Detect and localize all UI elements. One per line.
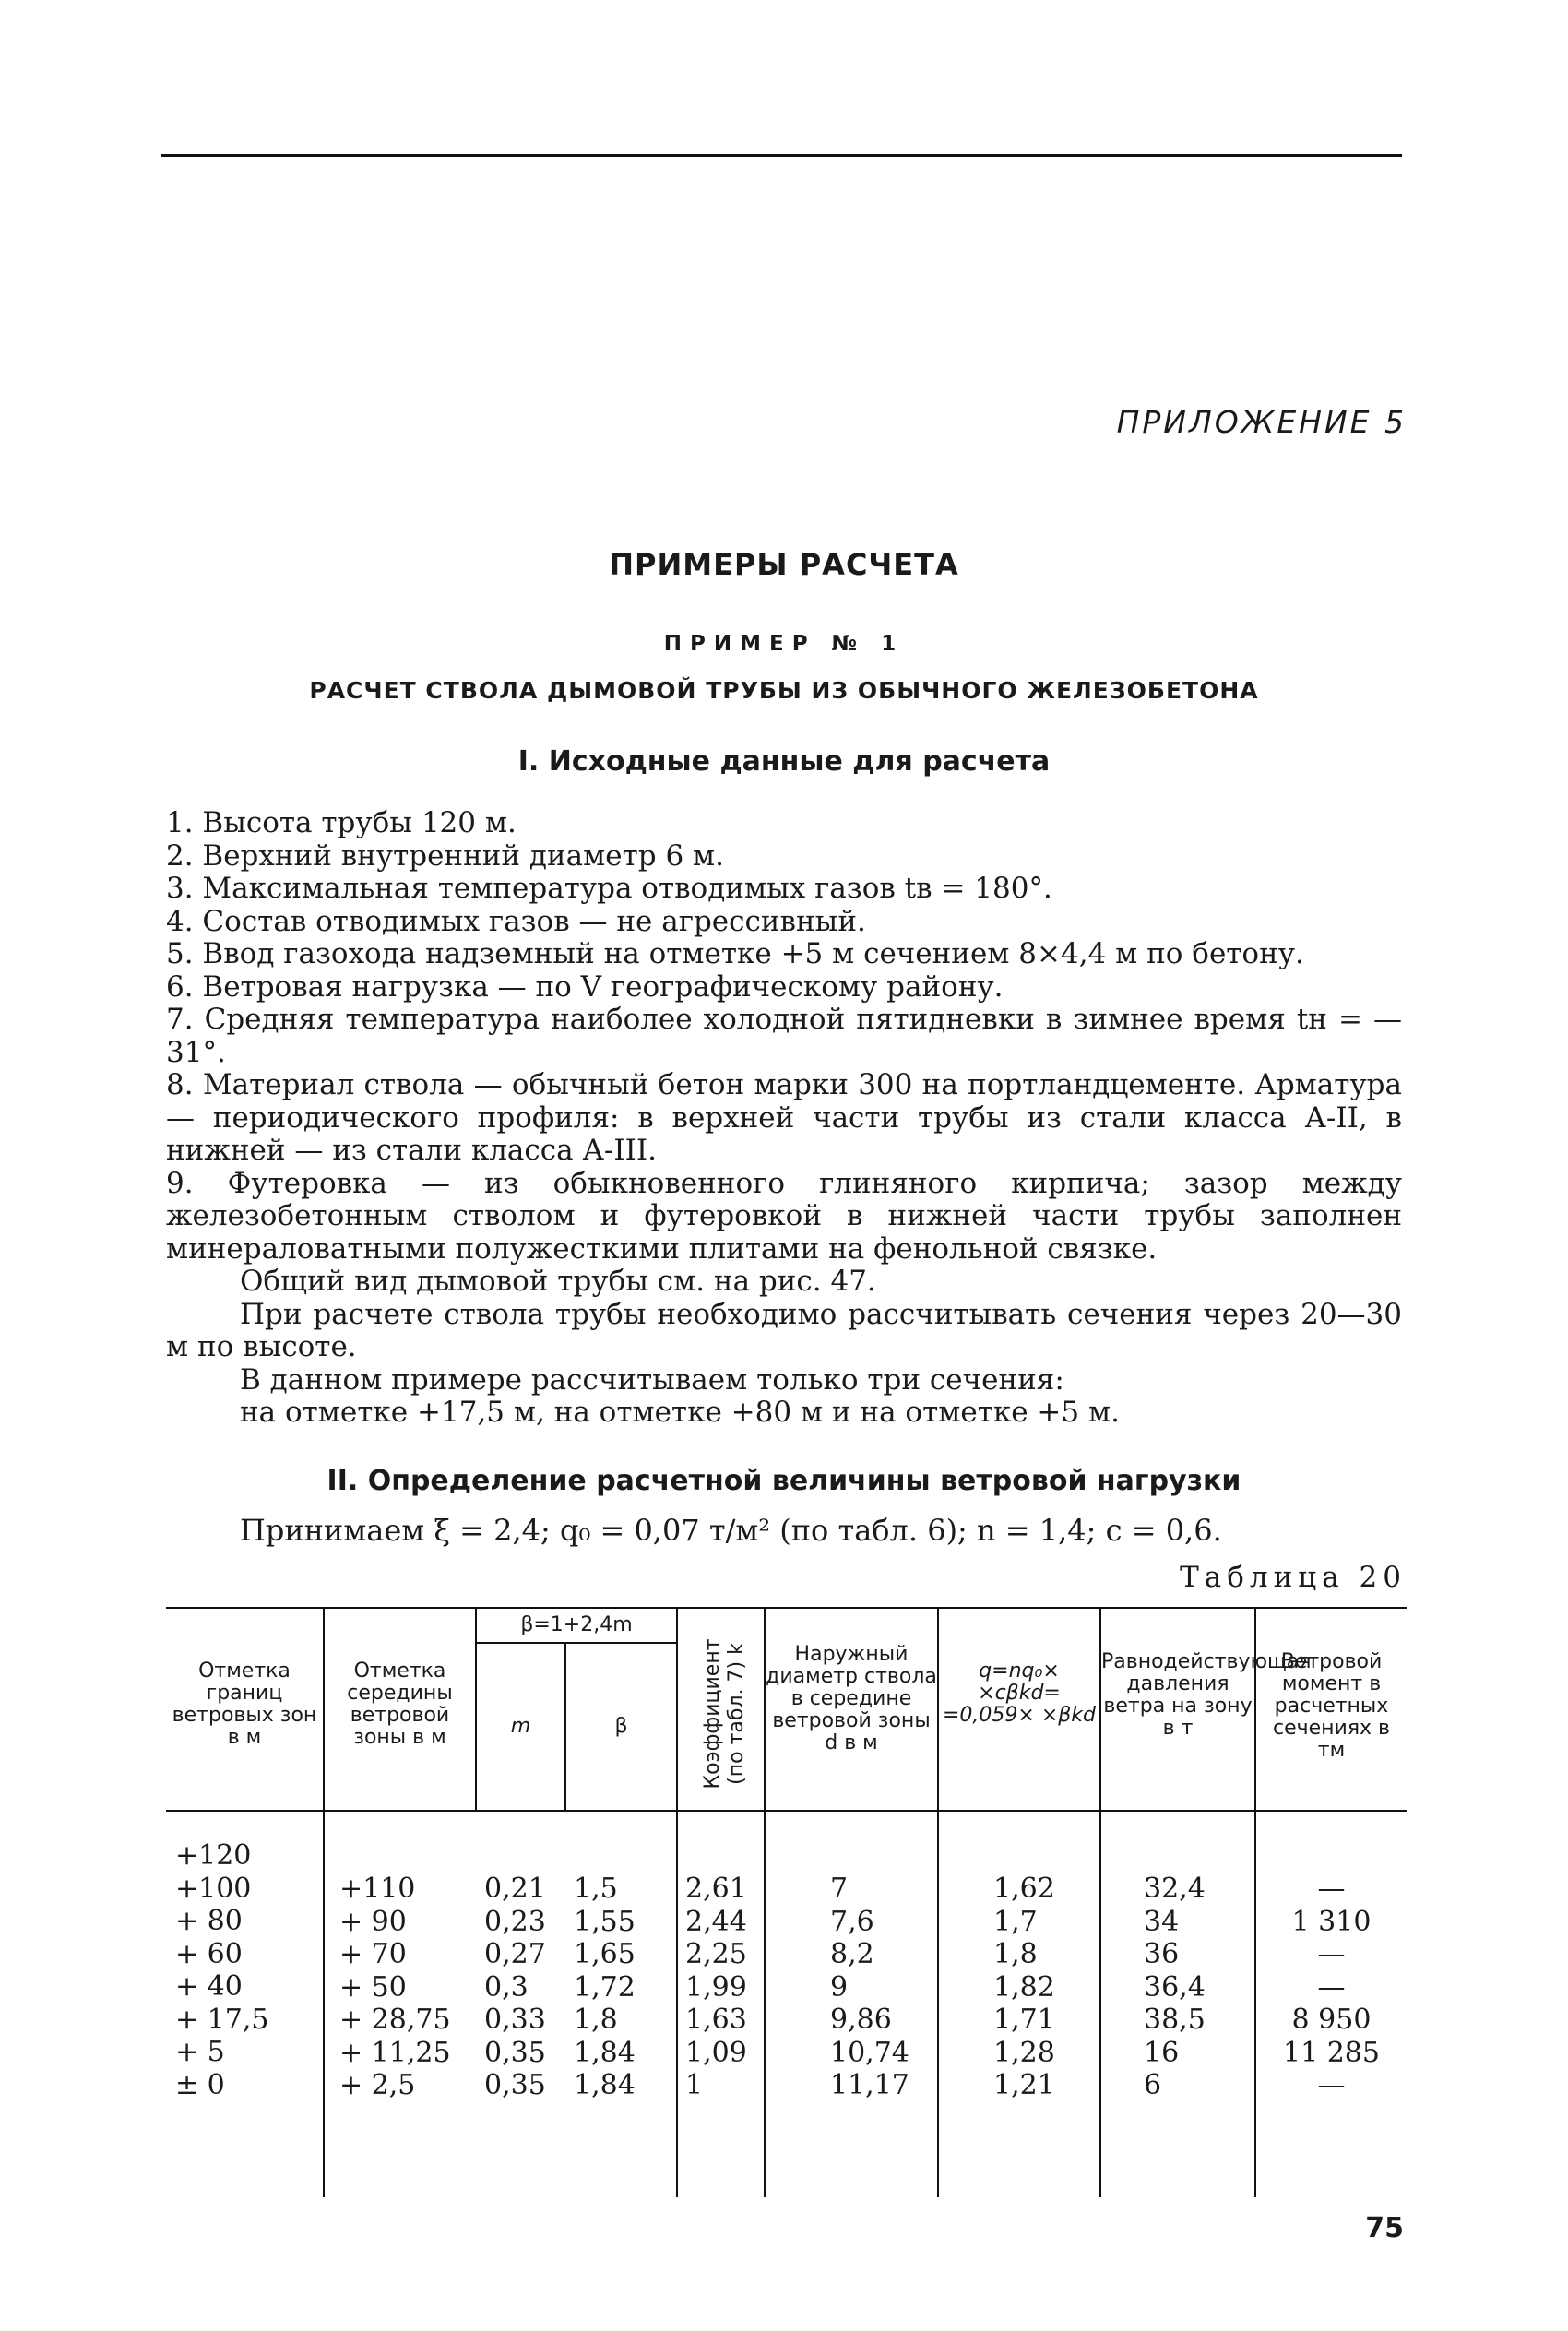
table-cell: 0,33 bbox=[484, 2004, 546, 2036]
table-cell: 2,44 bbox=[685, 1905, 747, 1938]
paragraph: на отметке +17,5 м, на отметке +80 м и на отметке +5 м. bbox=[240, 1396, 1120, 1429]
list-item: 7. Средняя температура наиболее холодной пятидневки в зимнее время tн = —31°. bbox=[166, 1003, 1402, 1069]
list-item: 8. Материал ствола — обычный бетон марки 300 на портландцементе. Арматура — периодического профиля: в верхней части трубы из стали класса А-II, в нижней — из стали класса А-III. bbox=[166, 1068, 1402, 1167]
table-cell: + 28,75 bbox=[339, 2004, 451, 2036]
header-coefficient-k: Коэффициент (по табл. 7) k bbox=[701, 1638, 748, 1790]
table-top-rule bbox=[166, 1607, 1407, 1609]
list-item: 5. Ввод газохода надземный на отметке +5 м сечением 8×4,4 м по бетону. bbox=[166, 937, 1304, 970]
table-cell: 6 bbox=[1144, 2069, 1162, 2101]
table-caption: Таблица 20 bbox=[1180, 1561, 1407, 1594]
table-cell: + 50 bbox=[339, 1970, 407, 2004]
paragraph: При расчете ствола трубы необходимо рассчитывать сечения через 20—30 м по высоте. bbox=[166, 1297, 1402, 1363]
table-cell: 1,8 bbox=[574, 2004, 618, 2036]
header-zone-boundaries: Отметка границ ветровых зон в м bbox=[172, 1659, 317, 1749]
header-beta: β bbox=[614, 1715, 628, 1738]
list-item: 2. Верхний внутренний диаметр 6 м. bbox=[166, 838, 724, 873]
group-header-rule bbox=[475, 1642, 676, 1644]
table-cell: 1,72 bbox=[574, 1970, 636, 2004]
table-cell: + 2,5 bbox=[339, 2069, 416, 2101]
appendix-label: ПРИЛОЖЕНИЕ 5 bbox=[1116, 404, 1407, 440]
list-item: 1. Высота трубы 120 м. bbox=[166, 806, 517, 839]
top-rule bbox=[161, 154, 1402, 157]
table-cell: + 60 bbox=[175, 1937, 243, 1970]
section-heading-wind-load: II. Определение расчетной величины ветровой нагрузки bbox=[327, 1465, 1241, 1497]
table-cell: 36,4 bbox=[1144, 1970, 1206, 2004]
header-zone-middle: Отметка середины ветровой зоны в м bbox=[347, 1659, 453, 1749]
table-cell: +110 bbox=[339, 1873, 416, 1905]
header-m: m bbox=[510, 1715, 531, 1738]
paragraph: Общий вид дымовой трубы см. на рис. 47. bbox=[240, 1265, 876, 1298]
table-cell: + 90 bbox=[339, 1905, 407, 1938]
table-cell: 0,35 bbox=[484, 2036, 546, 2069]
header-beta-formula: β=1+2,4m bbox=[520, 1613, 633, 1636]
table-cell: 1,84 bbox=[574, 2036, 636, 2069]
table-cell: 1,82 bbox=[993, 1970, 1055, 2004]
column-m bbox=[484, 1873, 546, 2102]
table-cell: + 80 bbox=[175, 1905, 243, 1937]
column-wind-force bbox=[1144, 1873, 1206, 2102]
table-cell: 1,63 bbox=[685, 2004, 747, 2036]
header-bottom-rule bbox=[166, 1810, 1407, 1812]
list-item: 3. Максимальная температура отводимых газов tв = 180°. bbox=[166, 872, 1052, 905]
table-cell: 0,3 bbox=[484, 1970, 529, 2004]
column-divider bbox=[676, 1607, 678, 2197]
table-cell: 7,6 bbox=[830, 1905, 874, 1938]
table-cell: + 11,25 bbox=[339, 2036, 451, 2069]
wind-load-table bbox=[166, 1607, 1407, 2197]
table-cell: + 70 bbox=[339, 1938, 407, 1970]
header-wind-moment: Ветровой момент в расчетных сечениях в тм bbox=[1272, 1650, 1391, 1762]
table-cell: 8 950 bbox=[1291, 2004, 1372, 2036]
table-cell: 1,71 bbox=[993, 2004, 1055, 2036]
table-cell: 1 bbox=[685, 2069, 704, 2101]
table-cell: 1,62 bbox=[993, 1873, 1055, 1905]
table-cell: 32,4 bbox=[1144, 1873, 1206, 1905]
table-cell: 7 bbox=[830, 1873, 849, 1905]
list-item: 6. Ветровая нагрузка — по V географическому району. bbox=[166, 969, 1004, 1004]
table-cell: — bbox=[1317, 2069, 1346, 2101]
table-cell: 36 bbox=[1144, 1938, 1180, 1970]
table-cell: +100 bbox=[175, 1872, 252, 1905]
column-wind-moment bbox=[1256, 1873, 1407, 2102]
table-cell: 0,27 bbox=[484, 1938, 546, 1970]
table-cell: 1,28 bbox=[993, 2036, 1055, 2069]
table-cell: 9,86 bbox=[830, 2004, 892, 2036]
table-cell: ± 0 bbox=[175, 2068, 225, 2101]
table-cell: 34 bbox=[1144, 1905, 1180, 1938]
table-cell: 1,5 bbox=[574, 1873, 618, 1905]
table-cell: 1,21 bbox=[993, 2069, 1055, 2101]
table-cell: 1,8 bbox=[993, 1938, 1038, 1970]
table-cell: 38,5 bbox=[1144, 2004, 1206, 2036]
column-boundaries bbox=[175, 1839, 268, 2101]
example-number: ПРИМЕР № 1 bbox=[663, 632, 905, 656]
table-cell: 16 bbox=[1144, 2036, 1180, 2069]
table-cell: + 40 bbox=[175, 1970, 243, 2003]
table-cell: — bbox=[1317, 1938, 1346, 1970]
table-cell: 1,65 bbox=[574, 1938, 636, 1970]
header-q-formula: q=nq₀× ×cβkd= =0,059× ×βkd bbox=[942, 1659, 1097, 1727]
column-q bbox=[993, 1873, 1055, 2102]
column-divider bbox=[475, 1607, 477, 1810]
parameters-line: Принимаем ξ = 2,4; q₀ = 0,07 т/м² (по табл. 6); n = 1,4; c = 0,6. bbox=[240, 1513, 1222, 1548]
table-cell: 2,61 bbox=[685, 1873, 747, 1905]
table-cell: 1 310 bbox=[1291, 1905, 1372, 1938]
table-cell: — bbox=[1317, 1873, 1346, 1905]
list-item: 9. Футеровка — из обыкновенного глиняного кирпича; зазор между железобетонным стволом и футеровкой в нижней части трубы заполнен минераловатными полужесткими плитами на фенольной связке. bbox=[166, 1166, 1402, 1266]
table-cell: 0,23 bbox=[484, 1905, 546, 1938]
initial-data-text bbox=[166, 807, 1402, 1430]
table-cell: 1,84 bbox=[574, 2069, 636, 2101]
table-cell: 8,2 bbox=[830, 1938, 874, 1970]
table-cell: 10,74 bbox=[830, 2036, 909, 2069]
table-cell: +120 bbox=[175, 1839, 252, 1872]
table-cell: + 17,5 bbox=[175, 2003, 269, 2036]
table-cell: 0,21 bbox=[484, 1873, 546, 1905]
table-cell: 1,55 bbox=[574, 1905, 636, 1938]
column-middle bbox=[339, 1873, 451, 2102]
table-cell: 2,25 bbox=[685, 1938, 747, 1970]
table-cell: 0,35 bbox=[484, 2069, 546, 2101]
list-item: 4. Состав отводимых газов — не агрессивный. bbox=[166, 904, 866, 938]
column-beta bbox=[574, 1873, 636, 2102]
table-cell: 11,17 bbox=[830, 2069, 909, 2101]
table-cell: 1,7 bbox=[993, 1905, 1038, 1938]
header-outer-diameter: Наружный диаметр ствола в середине ветровой зоны d в м bbox=[766, 1643, 937, 1754]
table-cell: 11 285 bbox=[1283, 2036, 1380, 2069]
table-cell: + 5 bbox=[175, 2036, 225, 2068]
example-title: РАСЧЕТ СТВОЛА ДЫМОВОЙ ТРУБЫ ИЗ ОБЫЧНОГО ЖЕЛЕЗОБЕТОНА bbox=[309, 677, 1259, 704]
column-divider bbox=[937, 1607, 939, 2197]
page-number: 75 bbox=[1365, 2212, 1404, 2244]
page-title: ПРИМЕРЫ РАСЧЕТА bbox=[609, 547, 959, 582]
table-cell: 1,09 bbox=[685, 2036, 747, 2069]
table-cell: — bbox=[1317, 1970, 1346, 2004]
table-cell: 9 bbox=[830, 1970, 849, 2004]
table-cell: 1,99 bbox=[685, 1970, 747, 2004]
column-diameter bbox=[830, 1873, 909, 2102]
paragraph: В данном примере рассчитываем только три сечения: bbox=[240, 1362, 1064, 1397]
header-wind-force: Равнодействующая давления ветра на зону в т bbox=[1101, 1650, 1312, 1740]
column-k bbox=[685, 1873, 747, 2102]
section-heading-initial-data: I. Исходные данные для расчета bbox=[517, 745, 1051, 778]
